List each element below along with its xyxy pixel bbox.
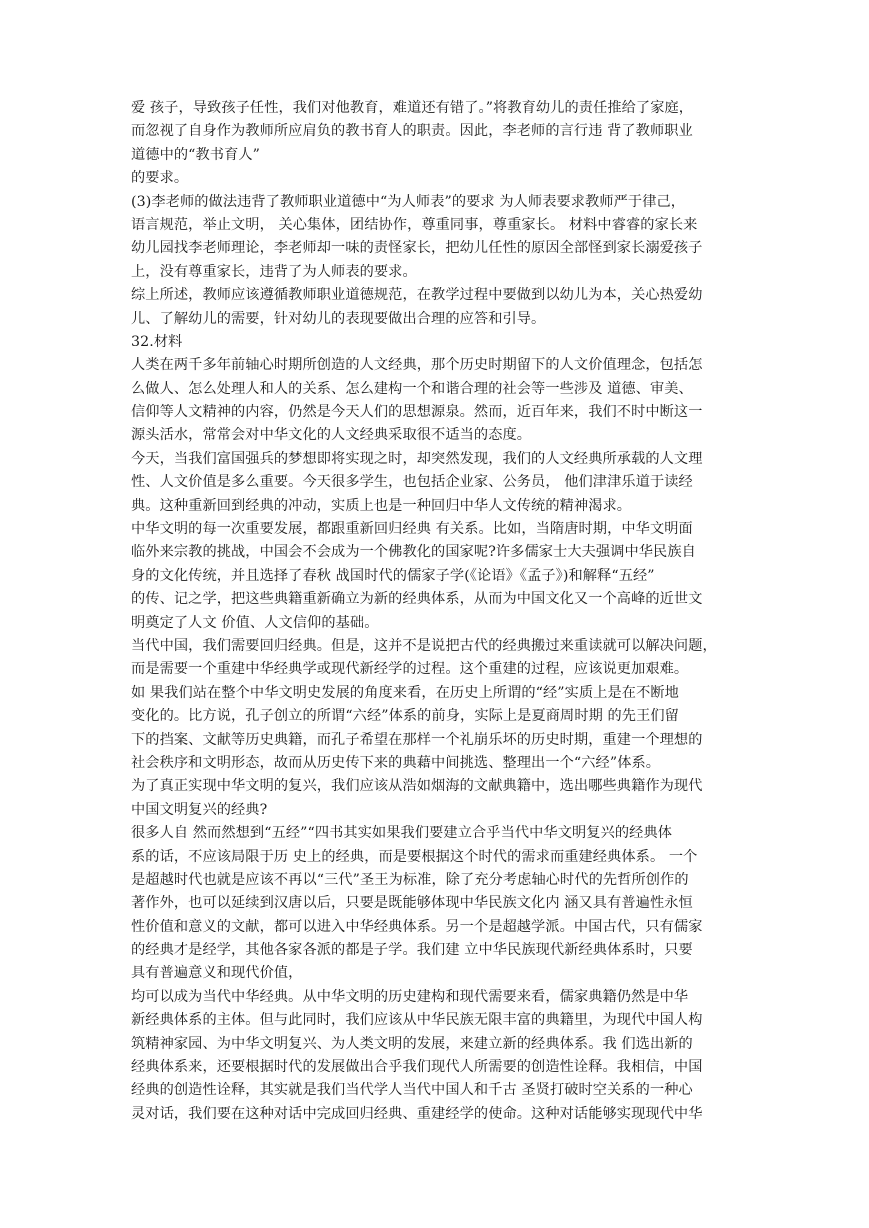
text-line: 变化的。比方说，孔子创立的所谓“六经”体系的前身，实际上是夏商周时期 的先王们留 (131, 708, 679, 725)
text-line: 是超越时代也就是应该不再以“三代”圣王为标准，除了充分考虑轴心时代的先哲所创作的 (131, 871, 689, 888)
text-line: 系的话，不应该局限于历 史上的经典，而是要根据这个时代的需求而重建经典体系。 一个 (131, 848, 698, 865)
text-line: 身的文化传统，并且选择了春秋 战国时代的儒家子学(《论语》《孟子》)和解释“五经” (131, 567, 655, 584)
section-heading: 32.材料 (131, 333, 183, 350)
text-line: 临外来宗教的挑战，中国会不会成为一个佛教化的国家呢?许多儒家士大夫强调中华民族自 (131, 544, 696, 561)
text-line: 著作外，也可以延续到汉唐以后，只要是既能够体现中华民族文化内 涵又具有普遍性永恒 (131, 895, 693, 912)
text-line: 上，没有尊重家长，违背了为人师表的要求。 (131, 263, 417, 280)
text-line: 爱 孩子，导致孩子任性，我们对他教育，难道还有错了。”将教育幼儿的责任推给了家庭， (131, 100, 694, 116)
text-line: (3)李老师的做法违背了教师职业道德中“为人师表”的要求 为人师表要求教师严于律己， (131, 193, 686, 210)
text-line: 社会秩序和文明形态，故而从历史传下来的典藉中间挑选、整理出一个“六经”体系。 (131, 754, 661, 771)
text-line: 具有普遍意义和现代价值， (131, 965, 303, 982)
text-line: 的要求。 (131, 170, 189, 187)
text-line: 人类在两千多年前轴心时期所创造的人文经典，那个历史时期留下的人文价值理念，包括怎 (131, 357, 703, 374)
text-line: 中国文明复兴的经典? (131, 801, 268, 818)
text-line: 明奠定了人文 价值、人文信仰的基础。 (131, 614, 379, 631)
text-line: 幼儿园找李老师理论，李老师却一味的责怪家长，把幼儿任性的原因全部怪到家长溺爱孩子 (131, 240, 703, 257)
text-line: 源头活水，常常会对中华文化的人文经典采取很不适当的态度。 (131, 427, 532, 444)
text-line: 中华文明的每一次重要发展，都跟重新回归经典 有关系。比如，当隋唐时期，中华文明面 (131, 521, 693, 538)
text-line: 信仰等人文精神的内容，仍然是今天人们的思想源泉。然而，近百年来，我们不时中断这一 (131, 404, 703, 421)
text-line: 儿、了解幼儿的需要，针对幼儿的表现要做出合理的应答和引导。 (131, 310, 546, 327)
text-line: 新经典体系的主体。但与此同时，我们应该从中华民族无限丰富的典籍里，为现代中国人构 (131, 1012, 703, 1029)
text-line: 经典体系来，还要根据时代的发展做出合乎我们现代人所需要的创造性诠释。我相信，中国 (131, 1059, 703, 1076)
text-line: 语言规范，举止文明， 关心集体，团结协作，尊重同事，尊重家长。 材料中睿睿的家长来 (131, 216, 698, 233)
text-line: 而忽视了自身作为教师所应肩负的教书育人的职责。因此，李老师的言行违 背了教师职业 (131, 123, 693, 140)
text-line: 如 果我们站在整个中华文明史发展的角度来看，在历史上所谓的“经”实质上是在不断地 (131, 684, 679, 701)
text-line: 很多人自 然而然想到“五经”“四书其实如果我们要建立合乎当代中华文明复兴的经典体 (131, 825, 673, 842)
text-line: 今天，当我们富国强兵的梦想即将实现之时，却突然发现，我们的人文经典所承载的人文理 (131, 450, 703, 467)
text-line: 么做人、怎么处理人和人的关系、怎么建构一个和谐合理的社会等一些涉及 道德、审美、 (131, 380, 693, 397)
text-line: 灵对话，我们要在这种对话中完成回归经典、重建经学的使命。这种对话能够实现现代中华 (131, 1105, 703, 1122)
text-line: 当代中国，我们需要回归经典。但是，这并不是说把古代的经典搬过来重读就可以解决问题， (131, 637, 717, 654)
text-line: 为了真正实现中华文明的复兴，我们应该从浩如烟海的文献典籍中，选出哪些典籍作为现代 (131, 778, 703, 795)
text-line: 的经典才是经学，其他各家各派的都是子学。我们建 立中华民族现代新经典体系时，只要 (131, 942, 693, 959)
text-line: 道德中的“教书育人” (131, 146, 261, 163)
document-body (131, 97, 746, 1126)
text-line: 性、人文价值是多么重要。今天很多学生，也包括企业家、公务员， 他们津津乐道于读经 (131, 474, 693, 491)
text-line: 筑精神家园、为中华文明复兴、为人类文明的发展，来建立新的经典体系。我 们选出新的 (131, 1035, 693, 1052)
text-line: 的传、记之学，把这些典籍重新确立为新的经典体系，从而为中国文化又一个高峰的近世文 (131, 591, 703, 608)
text-line: 性价值和意义的文献，都可以进入中华经典体系。另一个是超越学派。中国古代，只有儒家 (131, 918, 703, 935)
text-line: 下的挡案、文献等历史典籍，而孔子希望在那样一个礼崩乐坏的历史时期，重建一个理想的 (131, 731, 703, 748)
text-line: 典。这种重新回到经典的冲动，实质上也是一种回归中华人文传统的精神渴求。 (131, 497, 632, 514)
text-line: 而是需要一个重建中华经典学或现代新经学的过程。这个重建的过程，应该说更加艰难。 (131, 661, 689, 678)
text-line: 综上所述，教师应该遵循教师职业道德规范，在教学过程中要做到以幼儿为本，关心热爱幼 (131, 287, 703, 304)
text-line: 经典的创造性诠释，其实就是我们当代学人当代中国人和千古 圣贤打破时空关系的一种心 (131, 1082, 693, 1099)
text-line: 均可以成为当代中华经典。从中华文明的历史建构和现代需要来看，儒家典籍仍然是中华 (131, 988, 689, 1005)
